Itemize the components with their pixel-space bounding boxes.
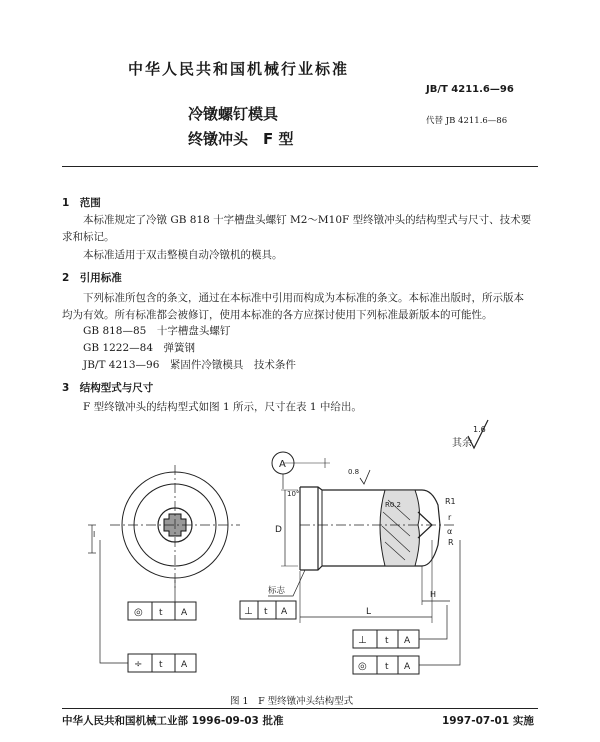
dim-L-label: L — [366, 607, 372, 617]
dim-D-label: D — [275, 525, 282, 535]
paragraph: 本标准规定了冷镦 GB 818 十字槽盘头螺钉 M2～M10F 型终镦冲头的结构型式与尺寸、技术要求和标记。 — [62, 214, 532, 243]
fcf-datum-label: A — [404, 662, 411, 672]
reference-item: GB 818—85 十字槽盘头螺钉 — [83, 325, 231, 337]
datum-label: A — [279, 459, 286, 470]
document-subtitle: 终镦冲头 F 型 — [188, 130, 294, 148]
dim-r1-label: R1 — [445, 497, 456, 506]
fcf-datum-label: A — [181, 660, 188, 670]
fcf-datum-label: A — [404, 636, 411, 646]
approval-note: 中华人民共和国机械工业部 1996-09-03 批准 — [62, 715, 284, 727]
section-heading: 2 引用标准 — [62, 272, 122, 284]
fcf-t-label: t — [264, 607, 268, 617]
fcf-t-label: t — [159, 660, 163, 670]
angle-label: 10° — [287, 490, 300, 498]
roughness-small: 0.8 — [348, 468, 360, 476]
fcf-runout — [128, 580, 196, 620]
effective-date: 1997-07-01 实施 — [442, 715, 534, 727]
mark-label: 标志 — [268, 586, 286, 596]
paragraph: 本标准适用于双击整模自动冷镦机的模具。 — [83, 249, 283, 261]
dim-l-label: l — [93, 530, 96, 539]
roughness-prefix: 其余 — [452, 438, 472, 449]
replaces-note: 代替 JB 4211.6—86 — [426, 116, 508, 126]
fcf-datum-label: A — [281, 607, 288, 617]
perpendicularity-icon: ⊥ — [244, 606, 253, 617]
org-title: 中华人民共和国机械行业标准 — [128, 60, 350, 78]
section-heading: 1 范围 — [62, 197, 101, 209]
end-view — [88, 465, 240, 590]
dim-H-label: H — [430, 590, 437, 599]
paragraph: 下列标准所包含的条文，通过在本标准中引用而构成为本标准的条文。本标准出版时，所示版本均为有效。所有标准都会被修订，使用本标准的各方应探讨使用下列标准最新版本的可能性。 — [62, 292, 524, 321]
footer-rule — [62, 708, 538, 709]
dim-r-label: r — [448, 513, 452, 522]
section-heading: 3 结构型式与尺寸 — [62, 382, 154, 394]
fcf-symmetry — [100, 540, 196, 672]
radius-label: R0.2 — [385, 501, 401, 509]
concentricity-icon: ◎ — [358, 661, 367, 672]
roughness-value: 1.6 — [473, 425, 486, 434]
dim-alpha-label: α — [447, 527, 453, 536]
fcf-datum-label: A — [181, 608, 188, 618]
runout-icon: ◎ — [134, 607, 143, 618]
dim-R-label: R — [448, 538, 454, 547]
reference-item: JB/T 4213—96 紧固件冷镦模具 技术条件 — [83, 359, 296, 371]
fcf-t-label: t — [385, 662, 389, 672]
fcf-t-label: t — [159, 608, 163, 618]
reference-item: GB 1222—84 弹簧钢 — [83, 342, 196, 354]
fcf-t-label: t — [385, 636, 389, 646]
side-view — [268, 452, 456, 623]
standard-number: JB/T 4211.6—96 — [426, 84, 514, 95]
perpendicularity-icon: ⊥ — [358, 635, 367, 646]
paragraph: F 型终镦冲头的结构型式如图 1 所示，尺寸在表 1 中给出。 — [83, 401, 362, 413]
figure-caption: 图 1 F 型终镦冲头结构型式 — [230, 696, 354, 707]
fcf-perpendicularity-left — [240, 601, 296, 619]
symmetry-icon: ÷ — [134, 659, 143, 670]
document-title: 冷镦螺钉模具 — [188, 105, 279, 123]
